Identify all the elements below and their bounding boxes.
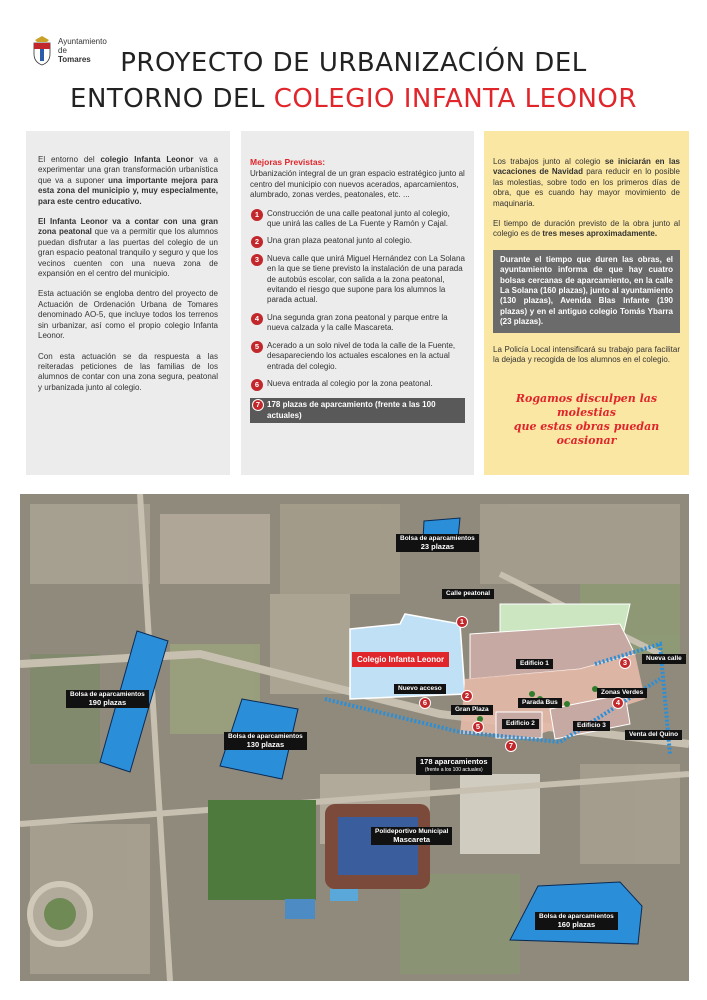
text-span: va a experimentar una gran transformación urbanística que va a suponer xyxy=(38,155,219,185)
nuevo-acceso-label: Nuevo acceso xyxy=(394,684,446,694)
apology-message xyxy=(493,392,680,448)
improvement-item-1 xyxy=(250,209,465,230)
marker-badge: 3 xyxy=(251,254,263,266)
text-bold: colegio Infanta Leonor xyxy=(100,155,194,164)
calle-peatonal-label: Calle peatonal xyxy=(442,589,494,599)
parking-label-places: 190 plazas xyxy=(88,698,127,707)
marker-badge: 4 xyxy=(251,313,263,325)
intro-paragraph-2 xyxy=(38,217,218,279)
text-bold: El Infanta Leonor va a contar con una gran zona peatonal xyxy=(38,217,218,237)
title-line2-red: COLEGIO INFANTA LEONOR xyxy=(273,84,637,114)
gran-plaza-label: Gran Plaza xyxy=(451,705,493,715)
title-line2-dark: ENTORNO DEL xyxy=(70,84,274,114)
aerial-map xyxy=(20,494,689,981)
aparcamientos-178-label xyxy=(416,757,492,775)
edificio-2-label: Edificio 2 xyxy=(502,719,539,729)
improvement-item-7 xyxy=(250,398,465,423)
marker-badge: 7 xyxy=(252,399,264,411)
nueva-calle-label: Nueva calle xyxy=(642,654,686,664)
parking-130-label xyxy=(224,732,307,750)
improvement-text: Construcción de una calle peatonal junto al colegio, que unirá las calles de La Fuente y Ramón y Cajal. xyxy=(267,208,450,229)
text-span: El tiempo de duración previsto de la obra junto al colegio es de xyxy=(493,219,680,239)
parking-label-title: Bolsa de aparcamientos xyxy=(539,913,614,920)
parada-bus-label: Parada Bus xyxy=(518,698,562,708)
works-paragraph-2 xyxy=(493,219,680,240)
intro-paragraph-1 xyxy=(38,155,218,207)
logo-line3: Tomares xyxy=(58,54,91,64)
works-paragraph-1 xyxy=(493,157,680,209)
zonas-verdes-label: Zonas Verdes xyxy=(597,688,647,698)
map-marker-3: 3 xyxy=(619,657,631,669)
colegio-label: Colegio Infanta Leonor xyxy=(352,652,449,667)
apology-line2: que estas obras puedan ocasionar xyxy=(513,419,660,447)
map-marker-4: 4 xyxy=(612,697,624,709)
text-span: El entorno del xyxy=(38,155,101,164)
map-marker-6: 6 xyxy=(419,697,431,709)
improvement-text: Nueva entrada al colegio por la zona peatonal. xyxy=(267,378,433,388)
page-title-line2 xyxy=(0,84,707,114)
polideportivo-line1: Polideportivo Municipal xyxy=(375,828,449,835)
apology-line1: Rogamos disculpen las molestias xyxy=(515,391,658,419)
map-marker-7: 7 xyxy=(505,740,517,752)
improvement-text: Una segunda gran zona peatonal y parque entre la nueva calzada y la calle Mascareta. xyxy=(267,312,448,333)
improvement-text: 178 plazas de aparcamiento (frente a las 100 actuales) xyxy=(267,400,436,420)
aerial-map-drawing xyxy=(20,494,689,981)
parking-label-places: 23 plazas xyxy=(420,542,455,551)
parking-label-title: Bolsa de aparcamientos xyxy=(228,733,303,740)
parking-label-title: Bolsa de aparcamientos xyxy=(400,535,475,542)
improvements-column xyxy=(241,131,474,475)
parking-label-places: 130 plazas xyxy=(246,740,285,749)
intro-paragraph-4: Con esta actuación se da respuesta a las reiteradas peticiones de las familias de los alumnos de contar con una zona segura, peatonal y urbanizada junto al colegio. xyxy=(38,351,218,392)
text-bold: tres meses aproximadamente. xyxy=(542,229,658,239)
marker-badge: 6 xyxy=(251,379,263,391)
improvement-item-5 xyxy=(250,341,465,372)
marker-badge: 2 xyxy=(251,236,263,248)
parking-190-label xyxy=(66,690,149,708)
polideportivo-label xyxy=(371,827,452,845)
improvement-item-4 xyxy=(250,313,465,334)
parking-label-title: Bolsa de aparcamientos xyxy=(70,691,145,698)
improvement-text: Nueva calle que unirá Miguel Hernández con La Solana en la que se tiene previsto la instalación de una parada de autobús escolar, con salida a la zona peatonal, evitando el riesgo que supone para los alumnos la parada actual. xyxy=(267,253,465,305)
map-marker-1: 1 xyxy=(456,616,468,628)
logo-line1: Ayuntamiento xyxy=(58,36,107,46)
logo-line2: de xyxy=(58,45,67,55)
parking-23-label xyxy=(396,534,479,552)
parking-160-label xyxy=(535,912,618,930)
police-paragraph: La Policía Local intensificará su trabajo para facilitar la dejada y recogida de los alumnos en el colegio. xyxy=(493,344,680,365)
improvement-item-6 xyxy=(250,379,465,389)
venta-quino-label: Venta del Quino xyxy=(625,730,682,740)
intro-paragraph-3: Esta actuación se engloba dentro del proyecto de Actuación de Ordenación Urbana de Tomares denominado AO-5, que incluye todos los terrenos sin urbanizar, así como el propio colegio Infanta Leonor. xyxy=(38,289,218,341)
page-title-line1: PROYECTO DE URBANIZACIÓN DEL xyxy=(120,48,587,78)
text-bold: se iniciarán en las vacaciones de Navidad xyxy=(493,157,680,177)
intro-column xyxy=(26,131,230,475)
aparc-178-title: 178 aparcamientos xyxy=(420,757,488,766)
marker-badge: 1 xyxy=(251,209,263,221)
improvement-item-2 xyxy=(250,236,465,246)
improvement-text: Una gran plaza peatonal junto al colegio. xyxy=(267,236,412,246)
edificio-1-label: Edificio 1 xyxy=(516,659,553,669)
improvements-heading: Mejoras Previstas: xyxy=(250,157,326,167)
improvement-text: Acerado a un solo nivel de toda la calle de la Fuente, desapareciendo los actuales escalones en la actual entrada del colegio. xyxy=(267,340,456,371)
improvements-intro: Urbanización integral de un gran espacio estratégico junto al centro del municipio con nuevos acerados, aparcamientos, alumbrado, zonas verdes, peatonales, etc. ... xyxy=(250,169,465,200)
works-info-column xyxy=(484,131,689,475)
map-marker-5: 5 xyxy=(472,721,484,733)
parking-label-places: 160 plazas xyxy=(557,920,596,929)
text-span: que va a permitir que los alumnos puedan disfrutar a las puertas del colegio de un gran espacio peatonal tranquilo y seguro y que los vecinos cuenten con una nueva zona de expansión en el centro del municipio. xyxy=(38,227,218,279)
text-span: para reducir en lo posible las molestias, sobre todo en los primeros días de obra, que es cuando hay mayor movimiento de maquinaria. xyxy=(493,167,680,208)
text-span: Los trabajos junto al colegio xyxy=(493,157,605,166)
improvement-item-3 xyxy=(250,254,465,306)
text-bold: una importante mejora para esta zona del municipio y, muy especialmente, para este centro educativo. xyxy=(38,175,219,206)
parking-info-box: Durante el tiempo que duren las obras, el ayuntamiento informa de que hay cuatro bolsas cercanas de aparcamiento, en la calle La Solana (160 plazas), junto al ayuntamiento (130 plazas), Avenida Blas Infante (190 plazas) y en el antiguo colegio Tomás Ybarra (23 plazas). xyxy=(493,250,680,333)
edificio-3-label: Edificio 3 xyxy=(573,721,610,731)
marker-badge: 5 xyxy=(251,341,263,353)
aparc-178-sub: (frente a los 100 actuales) xyxy=(424,767,483,773)
map-marker-2: 2 xyxy=(461,690,473,702)
polideportivo-line2: Mascareta xyxy=(393,835,430,844)
